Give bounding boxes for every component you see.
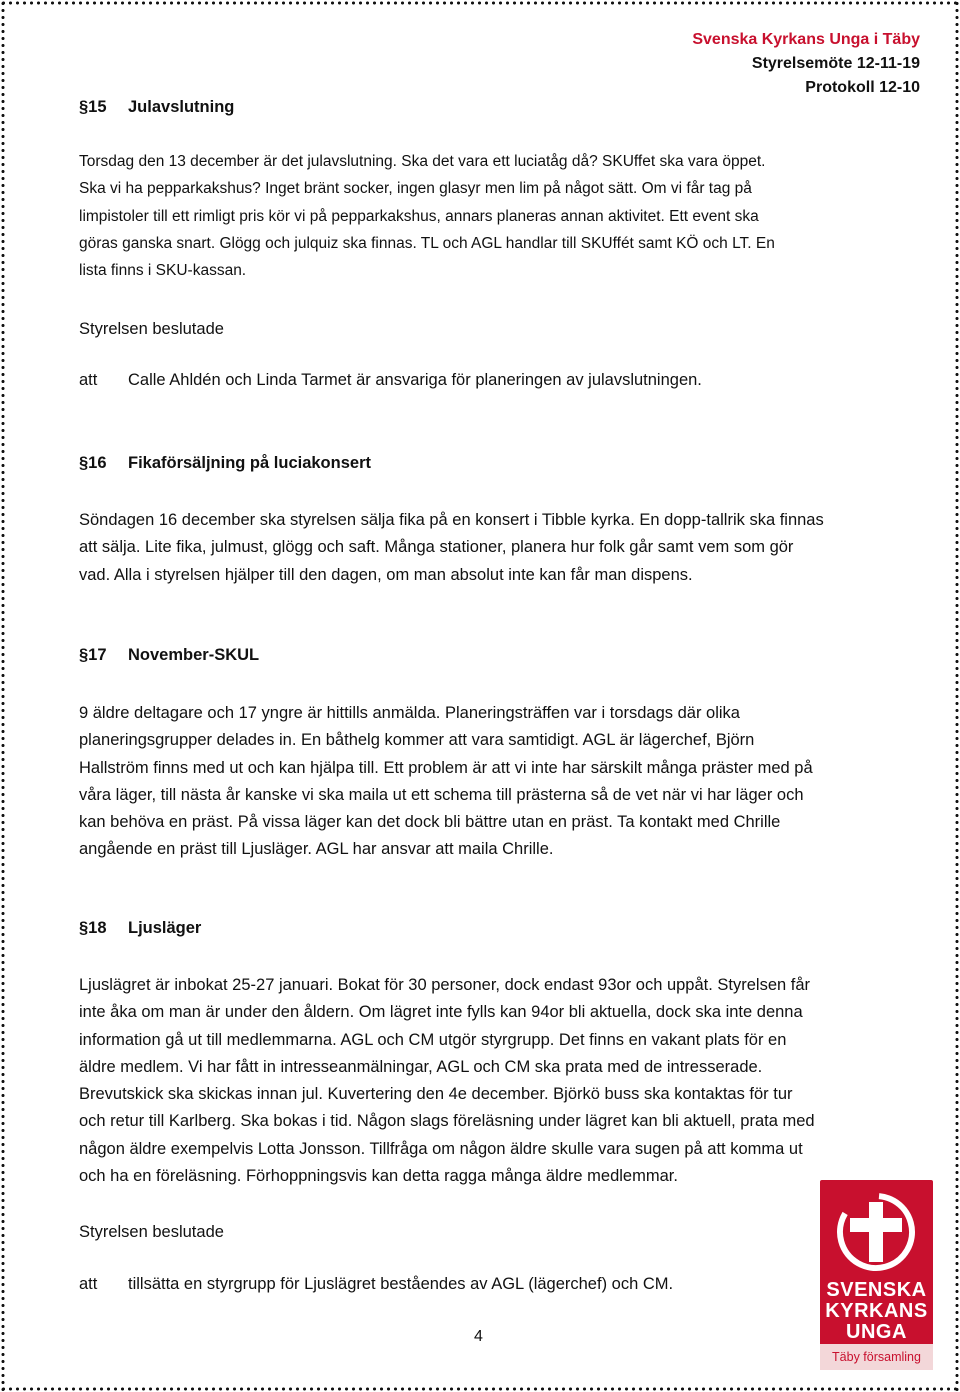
body-line: någon äldre exempelvis Lotta Jonsson. Tillfråga om någon äldre skulle vara sugen på att komma ut [79,1139,803,1158]
logo-line-1: SVENSKA [826,1279,927,1301]
header-protocol: Protokoll 12-10 [805,79,920,96]
decision-att: att [79,371,98,389]
header-organization: Svenska Kyrkans Unga i Täby [692,31,920,48]
section-body-17 [79,700,889,864]
body-line: och ha en föreläsning. Förhoppningsvis kan detta ragga många äldre medlemmar. [79,1167,678,1186]
section-heading-15 [79,98,234,117]
body-line: limpistoler till ett rimligt pris kör vi på pepparkakshus, annars planeras annan aktivitet. Ett event ska [79,207,759,225]
body-line: planeringsgrupper delades in. En båthelg kommer att vara samtidigt. AGL är lägerchef, Björn [79,731,755,750]
section-body-15 [79,148,889,284]
section-title: Julavslutning [128,98,235,116]
body-line: göras ganska snart. Glögg och julquiz ska finnas. TL och AGL handlar till SKUffét samt KÖ och LT. En [79,234,775,252]
section-title: Ljusläger [128,919,202,937]
section-heading-17 [79,646,259,665]
body-line: Torsdag den 13 december är det julavslutning. Ska det vara ett luciatåg då? SKUffet ska vara öppet. [79,153,766,170]
section-heading-18 [79,919,201,938]
section-number: §16 [79,454,107,472]
body-line: 9 äldre deltagare och 17 yngre är hittills anmälda. Planeringsträffen var i torsdags där olika [79,704,740,722]
section-number: §17 [79,646,107,664]
header-meeting: Styrelsemöte 12-11-19 [751,55,920,72]
decision-18 [79,1275,673,1294]
body-line: information gå ut till medlemmarna. AGL och CM utgör styrgrupp. Det finns en vakant plats för en [79,1030,787,1049]
body-line: Brevutskick ska skickas innan jul. Kuvertering den 4e december. Björkö buss ska kontaktas för tur [79,1085,793,1104]
logo-subtitle: Täby församling [820,1344,933,1370]
body-line: inte åka om man är under den åldern. Om lägret inte fylls kan 94or bli aktuella, dock ska inte denna [79,1003,803,1022]
section-body-18 [79,972,889,1190]
body-line: Söndagen 16 december ska styrelsen sälja fika på en konsert i Tibble kyrka. En dopp-tallrik ska finnas [79,511,824,529]
body-line: våra läger, till nästa år kanske vi ska maila ut ett schema till prästerna så de vet när vi har läger och [79,785,804,804]
dotted-border-bottom [0,1386,960,1392]
dotted-border-left [0,0,6,1392]
body-line: Ska vi ha pepparkakshus? Inget bränt socker, ingen glasyr men lim på något sätt. Om vi får tag på [79,180,752,198]
body-line: vad. Alla i styrelsen hjälper till den dagen, om man absolut inte kan får man dispens. [79,565,693,584]
decided-label-18: Styrelsen beslutade [79,1223,224,1241]
body-line: och retur till Karlberg. Ska bokas i tid. Någon slags föreläsning under lägret kan bli aktuell, prata med [79,1112,815,1131]
body-line: att sälja. Lite fika, julmust, glögg och saft. Många stationer, planera hur folk går samt vem som gör [79,538,794,557]
section-title: November-SKUL [128,646,260,664]
decision-text: Calle Ahldén och Linda Tarmet är ansvariga för planeringen av julavslutningen. [128,371,702,389]
decision-15 [79,371,702,390]
section-title: Fikaförsäljning på luciakonsert [128,454,371,472]
body-line: kan behöva en präst. På vissa läger kan det dock bli bättre utan en präst. Ta kontakt med Chrille [79,813,781,832]
logo-line-3: UNGA [846,1321,907,1343]
page-number: 4 [474,1328,483,1345]
cross-emblem-icon [820,1180,933,1290]
decided-label-15: Styrelsen beslutade [79,320,224,338]
section-heading-16 [79,454,371,473]
body-line: angående en präst till Ljusläger. AGL har ansvar att maila Chrille. [79,840,554,859]
body-line: äldre medlem. Vi har fått in intresseanmälningar, AGL och CM ska prata med de intresserade. [79,1057,763,1076]
decision-att: att [79,1275,98,1293]
document-header [692,28,920,100]
decision-text: tillsätta en styrgrupp för Ljuslägret beståendes av AGL (lägerchef) och CM. [128,1275,674,1293]
dotted-border-top [0,0,960,6]
svenska-kyrkans-unga-logo [820,1180,933,1370]
body-line: lista finns i SKU-kassan. [79,262,247,280]
section-body-16 [79,507,889,589]
section-number: §18 [79,919,107,937]
logo-line-2: KYRKANS [825,1300,928,1322]
dotted-border-right [954,0,960,1392]
section-number: §15 [79,98,107,116]
body-line: Ljuslägret är inbokat 25-27 januari. Bokat för 30 personer, dock endast 93or och uppåt. Styrelsen får [79,976,811,994]
body-line: Hallström finns med ut och kan hjälpa till. Ett problem är att vi inte har särskilt många präster med på [79,758,813,777]
